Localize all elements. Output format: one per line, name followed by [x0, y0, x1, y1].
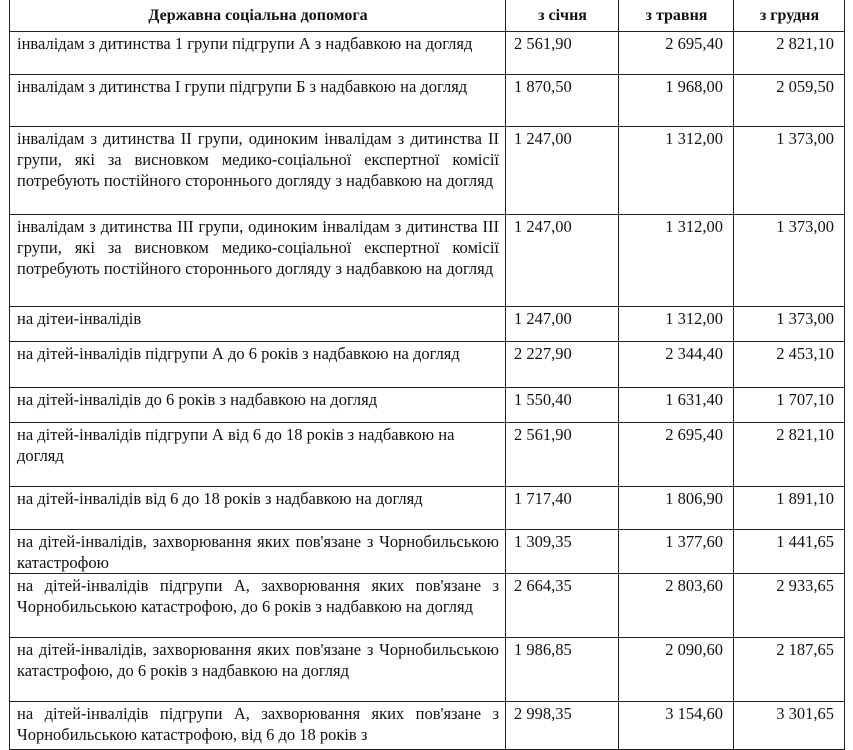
- row-label: на дітей-інвалідів до 6 років з надбавкою на догляд: [10, 388, 506, 423]
- row-label: інвалідам з дитинства 1 групи підгрупи А з надбавкою на догляд: [10, 32, 506, 75]
- row-label: інвалідам з дитинства II групи, одиноким інвалідам з дитинства II групи, які за висновком медико-соціальної експертної комісії потребують постійного стороннього догляду з надбавкою на догляд: [10, 127, 506, 215]
- value-may: 2 803,60: [619, 574, 734, 638]
- row-label: на дітей-інвалідів від 6 до 18 років з надбавкою на догляд: [10, 487, 506, 530]
- table-row: [10, 574, 845, 638]
- value-january: 2 561,90: [506, 32, 619, 75]
- value-may: 1 312,00: [619, 127, 734, 215]
- table-row: [10, 127, 845, 215]
- value-december: 1 373,00: [734, 215, 845, 307]
- value-december: 2 821,10: [734, 32, 845, 75]
- value-january: 1 247,00: [506, 127, 619, 215]
- value-january: 2 664,35: [506, 574, 619, 638]
- row-label: на дітей-інвалідів підгрупи А від 6 до 18 років з надбавкою на догляд: [10, 423, 506, 487]
- value-december: 1 441,65: [734, 530, 845, 574]
- value-may: 1 631,40: [619, 388, 734, 423]
- value-may: 1 377,60: [619, 530, 734, 574]
- value-january: 2 227,90: [506, 342, 619, 388]
- table-row: [10, 530, 845, 574]
- value-may: 2 695,40: [619, 423, 734, 487]
- table-row: [10, 388, 845, 423]
- value-may: 2 344,40: [619, 342, 734, 388]
- value-december: 3 301,65: [734, 702, 845, 750]
- value-may: 1 312,00: [619, 307, 734, 342]
- value-january: 1 550,40: [506, 388, 619, 423]
- value-december: 1 373,00: [734, 127, 845, 215]
- row-label: на дітеи-інвалідів: [10, 307, 506, 342]
- table-row: [10, 342, 845, 388]
- row-label: інвалідам з дитинства І групи підгрупи Б з надбавкою на догляд: [10, 75, 506, 127]
- table-row: [10, 423, 845, 487]
- social-assistance-table: [9, 0, 845, 750]
- table-row: [10, 487, 845, 530]
- row-label: на дітей-інвалідів підгрупи А, захворювання яких пов'язане з Чорнобильською катастрофою, від 6 до 18 років з: [10, 702, 506, 750]
- row-label: на дітей-інвалідів, захворювання яких пов'язане з Чорнобильською катастрофою: [10, 530, 506, 574]
- value-january: 1 870,50: [506, 75, 619, 127]
- header-from-january: з січня: [506, 0, 619, 32]
- value-january: 2 561,90: [506, 423, 619, 487]
- header-assistance-type: Державна соціальна допомога: [10, 0, 506, 32]
- value-january: 1 717,40: [506, 487, 619, 530]
- row-label: на дітей-інвалідів підгрупи А до 6 років з надбавкою на догляд: [10, 342, 506, 388]
- table-row: [10, 215, 845, 307]
- value-december: 2 187,65: [734, 638, 845, 702]
- value-december: 2 821,10: [734, 423, 845, 487]
- value-january: 1 986,85: [506, 638, 619, 702]
- table-row: [10, 32, 845, 75]
- table-row: [10, 75, 845, 127]
- row-label: на дітей-інвалідів підгрупи А, захворювання яких пов'язане з Чорнобильською катастрофою, до 6 років з надбавкою на догляд: [10, 574, 506, 638]
- table-header-row: [10, 0, 845, 32]
- value-december: 1 707,10: [734, 388, 845, 423]
- value-may: 2 090,60: [619, 638, 734, 702]
- value-may: 2 695,40: [619, 32, 734, 75]
- row-label: на дітей-інвалідів, захворювання яких пов'язане з Чорнобильською катастрофою, до 6 років з надбавкою на догляд: [10, 638, 506, 702]
- table-row: [10, 702, 845, 750]
- value-december: 2 059,50: [734, 75, 845, 127]
- value-may: 3 154,60: [619, 702, 734, 750]
- header-from-december: з грудня: [734, 0, 845, 32]
- value-january: 1 247,00: [506, 215, 619, 307]
- value-december: 2 453,10: [734, 342, 845, 388]
- value-january: 2 998,35: [506, 702, 619, 750]
- value-january: 1 247,00: [506, 307, 619, 342]
- value-december: 2 933,65: [734, 574, 845, 638]
- table-row: [10, 307, 845, 342]
- value-january: 1 309,35: [506, 530, 619, 574]
- value-may: 1 806,90: [619, 487, 734, 530]
- value-december: 1 373,00: [734, 307, 845, 342]
- row-label: інвалідам з дитинства III групи, одиноким інвалідам з дитинства III групи, які за висновком медико-соціальної експертної комісії потребують постійного стороннього догляду з надбавкою на догляд: [10, 215, 506, 307]
- value-may: 1 968,00: [619, 75, 734, 127]
- value-december: 1 891,10: [734, 487, 845, 530]
- value-may: 1 312,00: [619, 215, 734, 307]
- header-from-may: з травня: [619, 0, 734, 32]
- table-row: [10, 638, 845, 702]
